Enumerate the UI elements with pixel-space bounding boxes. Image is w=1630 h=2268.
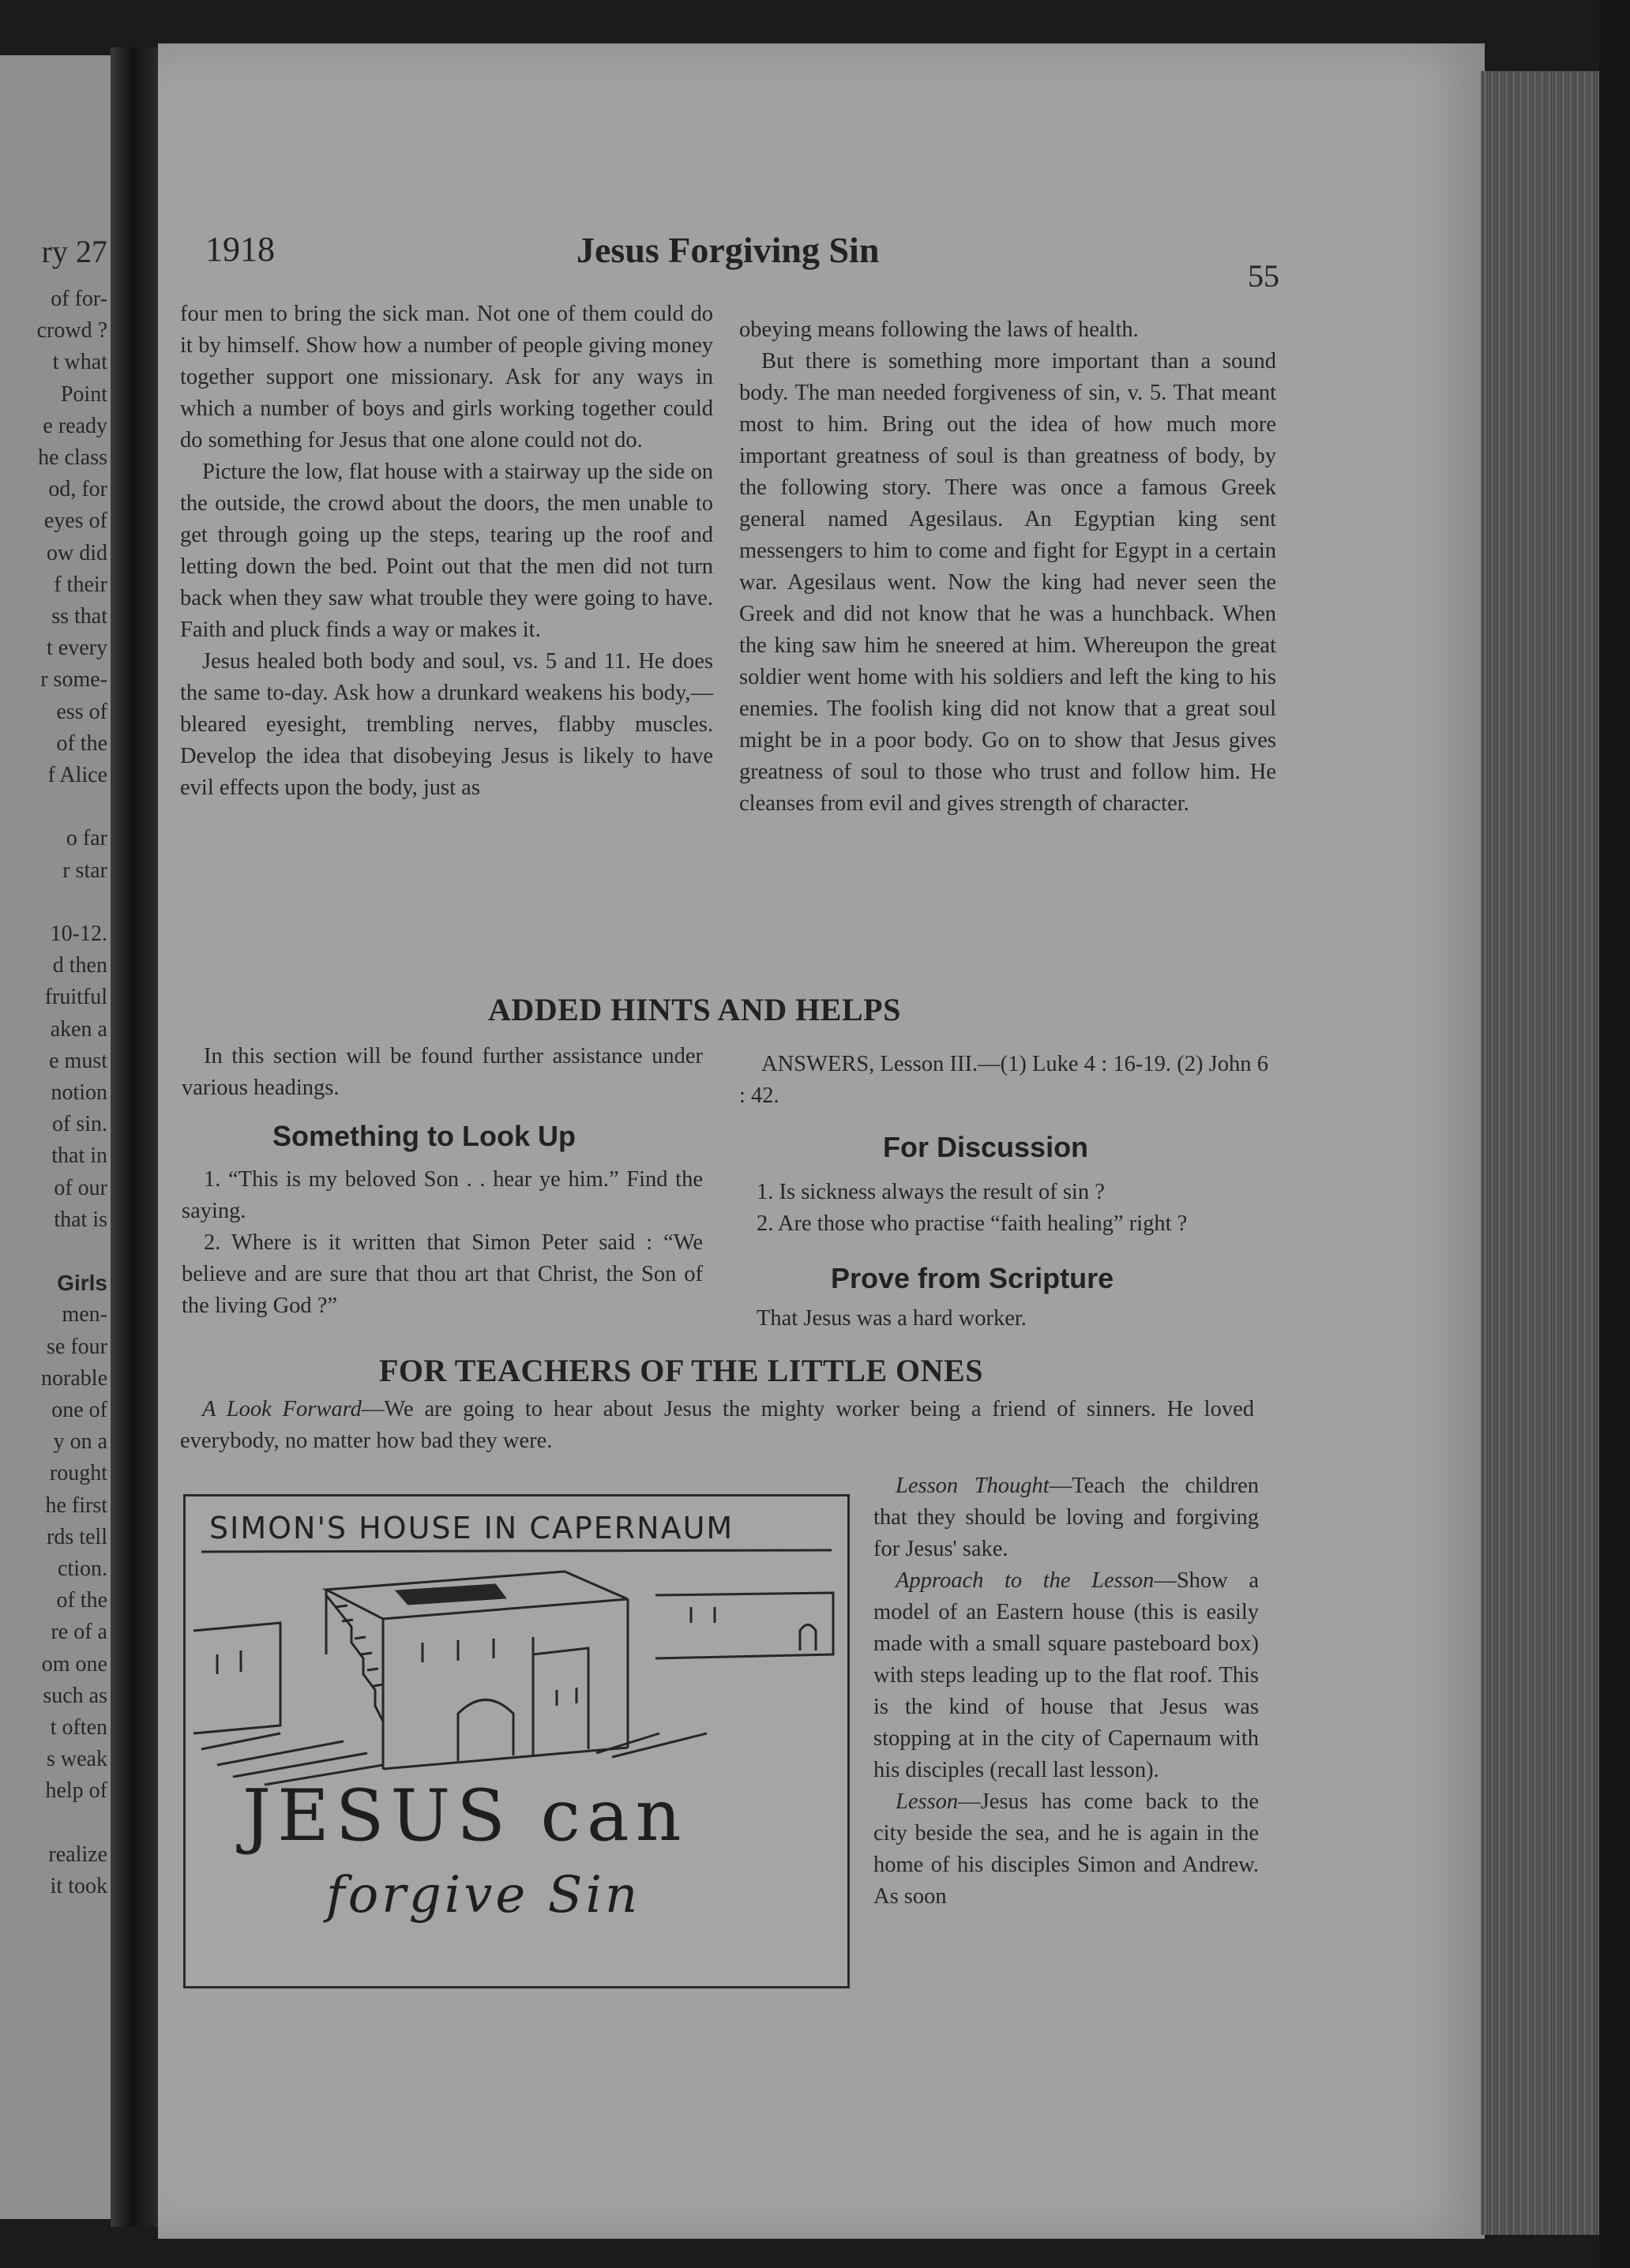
- facing-page-text-fragment: such as: [43, 1683, 107, 1708]
- facing-page-text-fragment: it took: [50, 1874, 107, 1898]
- prove-text: [757, 1303, 1262, 1335]
- page-header: [205, 229, 1279, 294]
- illustration-caption-top: SIMON'S HOUSE IN CAPERNAUM: [209, 1511, 734, 1545]
- facing-page-text-fragment: od, for: [48, 477, 107, 502]
- page-number: 55: [1248, 258, 1279, 294]
- discussion-list: [734, 1177, 1264, 1240]
- facing-page-text-fragment: aken a: [50, 1016, 107, 1042]
- illustration-caption-sub: forgive Sin: [326, 1866, 641, 1924]
- page-title: Jesus Forgiving Sin: [577, 230, 880, 270]
- facing-page-text-fragment: ess of: [56, 699, 107, 724]
- facing-page-fragment: [0, 55, 111, 2219]
- facing-page-text-fragment: t often: [50, 1715, 107, 1740]
- facing-page-text-fragment: 10-12.: [50, 922, 107, 946]
- paragraph: In this section will be found further assistance under various headings.: [182, 1044, 703, 1100]
- paragraph: four men to bring the sick man. Not one of them could do it by himself. Show how a number of people giving money together support one missionary. Ask for any ways in which a number of boys and girls working together could do something for Jesus that one alone could not do.: [180, 302, 713, 452]
- facing-page-text-fragment: se four: [47, 1334, 107, 1359]
- facing-page-text-fragment: rought: [49, 1461, 107, 1486]
- facing-page-text-fragment: of the: [56, 730, 107, 756]
- paragraph: But there is something more important than a sound body. The man needed forgiveness of sin, v. 5. That meant most to him. Bring out the idea of how much more important greatness of soul is than greatness of body, by the following story. There was once a famous Greek general named Agesilaus. An Egyptian king sent messengers to him to come and fight for Egypt in a certain war. Agesilaus went. Now the king had never seen the Greek and did not know that he was a hunchback. When the king saw him he sneered at him. Whereupon the great soldier went home with his soldiers and left the king to his enemies. The foolish king did not know that a great soul might be in a poor body. Go on to show that Jesus gives greatness of soul to those who trust and follow him. He cleanses from evil and gives strength of character.: [739, 349, 1276, 816]
- label: Lesson Thought: [896, 1474, 1050, 1498]
- list-item: 2. Are those who practise “faith healing” right ?: [757, 1211, 1188, 1236]
- facing-page-text-fragment: s weak: [47, 1747, 107, 1772]
- facing-page-text-fragment: one of: [51, 1398, 107, 1422]
- section-heading-little-ones: FOR TEACHERS OF THE LITTLE ONES: [379, 1353, 983, 1388]
- facing-page-text-fragment: rds tell: [47, 1524, 107, 1549]
- facing-page-text-fragment: ry 27: [41, 234, 107, 269]
- right-column: [739, 314, 1276, 820]
- facing-page-text-fragment: he class: [38, 445, 107, 470]
- facing-page-text-fragment: men-: [62, 1302, 107, 1327]
- paragraph: Picture the low, flat house with a stairway up the side on the outside, the crowd about the doors, the men unable to get through going up the steps, tearing up the roof and letting down the bed. Point out that the men did not turn back when they saw what trouble they were going to have. Faith and pluck finds a way or makes it.: [180, 460, 713, 642]
- page-edges: [1481, 71, 1599, 2235]
- facing-page-text-fragment: norable: [41, 1365, 107, 1391]
- paragraph: That Jesus was a hard worker.: [757, 1306, 1027, 1331]
- facing-page-text-fragment: he first: [45, 1493, 107, 1518]
- section-heading-added-hints: ADDED HINTS AND HELPS: [488, 992, 901, 1027]
- facing-page-text-fragment: ss that: [51, 604, 107, 629]
- subheading-discussion: For Discussion: [883, 1131, 1089, 1163]
- facing-page-text-fragment: of for-: [51, 287, 107, 311]
- facing-page-text-fragment: r star: [62, 858, 107, 883]
- facing-page-text-fragment: of the: [56, 1588, 107, 1613]
- label: Lesson: [896, 1789, 959, 1814]
- facing-page-text-fragment: t every: [47, 636, 107, 661]
- facing-page-text-fragment: ow did: [47, 540, 107, 565]
- facing-page-text-fragment: om one: [41, 1651, 107, 1677]
- look-forward: [180, 1394, 1254, 1457]
- illustration-caption-main: JESUS can: [242, 1774, 688, 1857]
- facing-page-text-fragment: e must: [49, 1048, 107, 1073]
- facing-page-text-fragment: f Alice: [47, 763, 107, 787]
- facing-page-text-fragment: that in: [51, 1143, 107, 1169]
- facing-page-text-fragment: d then: [52, 953, 107, 978]
- facing-page-text-fragment: r some-: [40, 667, 107, 693]
- illustration-simons-house: [183, 1494, 850, 1988]
- facing-page-text-fragment: crowd ?: [36, 318, 107, 344]
- facing-page-text-fragment: ction.: [58, 1556, 107, 1581]
- little-ones-lesson-column: [873, 1470, 1259, 1913]
- facing-page-text-fragment: Point: [60, 381, 107, 407]
- look-up-list: [182, 1164, 703, 1322]
- subheading-look-up: Something to Look Up: [272, 1120, 576, 1152]
- paragraph: Jesus healed both body and soul, vs. 5 and 11. He does the same to-day. Ask how a drunkard weakens his body,—bleared eyesight, trembling nerves, flabby muscles. Develop the idea that disobeying Jesus is likely to have evil effects upon the body, just as: [180, 649, 713, 800]
- left-column: [180, 299, 713, 804]
- paragraph: ANSWERS, Lesson III.—(1) Luke 4 : 16-19. (2) John 6 : 42.: [739, 1052, 1268, 1108]
- paragraph: obeying means following the laws of health.: [739, 317, 1139, 342]
- facing-page-text-fragment: help of: [45, 1778, 107, 1804]
- facing-page-text-fragment: eyes of: [43, 509, 107, 534]
- facing-page-text-fragment: notion: [51, 1080, 107, 1105]
- book-gutter: [111, 47, 158, 2227]
- facing-page-text-fragment: t what: [52, 350, 107, 375]
- facing-page-text-fragment: realize: [48, 1842, 107, 1867]
- facing-page-text-fragment: re of a: [51, 1620, 107, 1645]
- facing-page-text-fragment: fruitful: [44, 985, 107, 1010]
- list-item: 1. “This is my beloved Son . . hear ye him.” Find the saying.: [182, 1167, 703, 1223]
- label: Approach to the Lesson: [896, 1568, 1155, 1593]
- facing-page-text-fragment: f their: [54, 572, 107, 597]
- hints-intro: [182, 1041, 703, 1104]
- list-item: 2. Where is it written that Simon Peter said : “We believe and are sure that thou art that Christ, the Son of the living God ?”: [182, 1230, 703, 1318]
- facing-page-text-fragment: o far: [66, 826, 107, 851]
- scan-border: [1599, 0, 1630, 2268]
- facing-page-text-fragment: y on a: [53, 1429, 107, 1455]
- paragraph-text: —Jesus has come back to the city beside the sea, and he is again in the home of his disciples Simon and Andrew. As soon: [873, 1789, 1259, 1909]
- label: A Look Forward: [202, 1397, 362, 1421]
- header-year: 1918: [205, 230, 275, 268]
- facing-page-text-fragment: that is: [54, 1207, 107, 1232]
- facing-page-text-fragment: of our: [54, 1175, 107, 1200]
- paragraph-text: —Teach the children that they should be loving and forgiving for Jesus' sake.: [873, 1474, 1260, 1561]
- facing-page-text-fragment: Girls: [57, 1271, 107, 1296]
- paragraph-text: —Show a model of an Eastern house (this is easily made with a small square pasteboard box) with steps leading up to the flat roof. This is the kind of house that Jesus was stopping at in the city of Capernaum with his disciples (recall last lesson).: [873, 1568, 1259, 1782]
- facing-page-text-fragment: of sin.: [52, 1112, 107, 1137]
- facing-page-text-fragment: e ready: [43, 413, 107, 438]
- hints-answers: [739, 1049, 1268, 1112]
- paragraph-text: —We are going to hear about Jesus the mighty worker being a friend of sinners. He loved everybody, no matter how bad they were.: [180, 1397, 1254, 1453]
- list-item: 1. Is sickness always the result of sin ?: [757, 1180, 1105, 1204]
- subheading-prove: Prove from Scripture: [831, 1262, 1114, 1294]
